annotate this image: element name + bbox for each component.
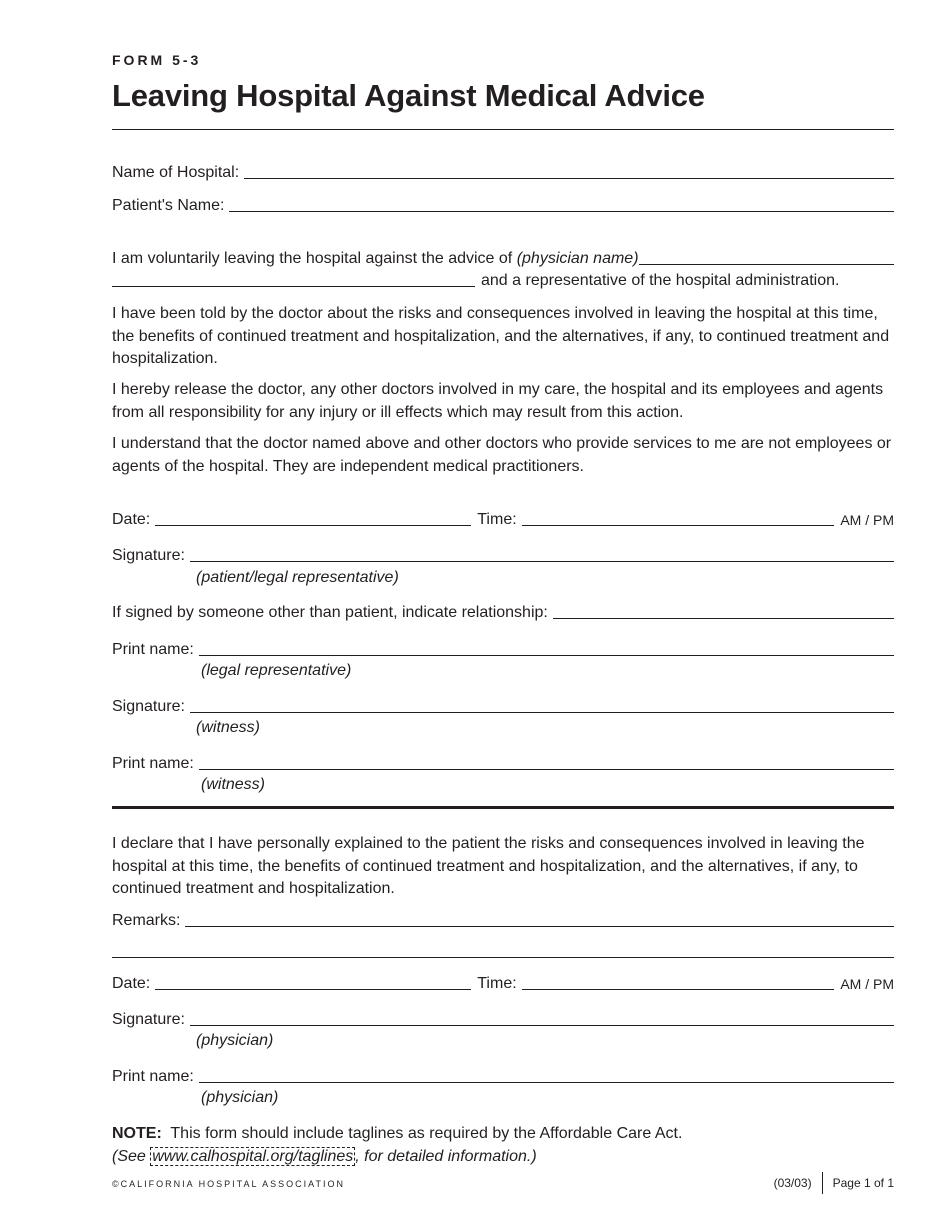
- physician-print-sublabel: (physician): [201, 1089, 279, 1106]
- footer-info: [774, 1172, 894, 1194]
- taglines-link[interactable]: www.calhospital.org/taglines: [152, 1148, 354, 1165]
- risks-paragraph: I have been told by the doctor about the risks and consequences involved in leaving the hospital at this time, the benefits of continued treatment and hospitalization, and the alternatives, if any, to continued treatment and hospitalization.: [112, 305, 890, 367]
- physician-signature-field[interactable]: [190, 1011, 894, 1026]
- patient-date-field[interactable]: [155, 511, 471, 526]
- relationship-label: If signed by someone other than patient, indicate relationship:: [112, 604, 548, 621]
- relationship-row: [112, 603, 894, 623]
- physician-print-label: Print name:: [112, 1068, 194, 1085]
- page-number: Page 1 of 1: [832, 1176, 894, 1190]
- physician-advice-row: [112, 249, 894, 269]
- witness-signature-label: Signature:: [112, 698, 185, 715]
- note-label: NOTE:: [112, 1125, 162, 1142]
- remarks-row: [112, 911, 894, 931]
- signature-sublabel: (patient/legal representative): [196, 569, 399, 586]
- patient-name-field[interactable]: [229, 197, 894, 212]
- hospital-name-field[interactable]: [244, 164, 894, 179]
- legal-rep-print-row: [112, 640, 894, 660]
- physician-signature-sublabel: (physician): [196, 1032, 274, 1049]
- remarks-field-line-2[interactable]: [112, 957, 894, 958]
- independent-paragraph: I understand that the doctor named above and other doctors who provide services to me are not employees or agents of the hospital. They are independent medical practitioners.: [112, 435, 892, 475]
- physician-time-field[interactable]: [522, 975, 835, 990]
- signature-label: Signature:: [112, 547, 185, 564]
- note-text: This form should include taglines as required by the Affordable Care Act.: [170, 1125, 683, 1142]
- physician-name-hint: (physician name): [516, 250, 639, 267]
- footer-divider: [822, 1172, 823, 1194]
- physician-name-field[interactable]: [639, 250, 894, 265]
- relationship-field[interactable]: [553, 604, 894, 619]
- physician-ampm-label: AM / PM: [840, 976, 894, 992]
- witness-print-sublabel: (witness): [201, 776, 266, 793]
- intro-text: I am voluntarily leaving the hospital against the advice of (physician name): [112, 250, 639, 267]
- note-see-line: (See www.calhospital.org/taglines , for detailed information.): [112, 1148, 537, 1165]
- hospital-name-label: Name of Hospital:: [112, 164, 240, 181]
- witness-print-field[interactable]: [199, 755, 894, 770]
- witness-signature-row: [112, 697, 894, 717]
- physician-declaration: I declare that I have personally explained to the patient the risks and consequences involved in leaving the hospital at this time, the benefits of continued treatment and hospitalization, and the alternatives, if any, to continued treatment and hospitalization.: [112, 835, 865, 897]
- physician-signature-label: Signature:: [112, 1011, 185, 1028]
- hospital-name-row: [112, 163, 894, 183]
- physician-date-label: Date:: [112, 975, 151, 992]
- witness-print-row: [112, 754, 894, 774]
- administration-text: and a representative of the hospital administration.: [481, 272, 840, 289]
- remarks-label: Remarks:: [112, 912, 181, 929]
- witness-print-label: Print name:: [112, 755, 194, 772]
- patient-signature-row: [112, 546, 894, 566]
- section-divider: [112, 806, 894, 809]
- page-title: Leaving Hospital Against Medical Advice: [112, 78, 705, 113]
- physician-print-row: [112, 1067, 894, 1087]
- legal-rep-print-field[interactable]: [199, 641, 894, 656]
- witness-signature-field[interactable]: [190, 698, 894, 713]
- copyright: ©CALIFORNIA HOSPITAL ASSOCIATION: [112, 1179, 346, 1189]
- form-number: FORM 5-3: [112, 52, 202, 68]
- physician-signature-row: [112, 1010, 894, 1030]
- physician-date-field[interactable]: [155, 975, 471, 990]
- patient-name-row: [112, 196, 894, 216]
- physician-date-time-row: [112, 974, 894, 994]
- administration-rep-field[interactable]: [112, 272, 475, 287]
- date-label: Date:: [112, 511, 151, 528]
- physician-time-label: Time:: [477, 975, 517, 992]
- revision-date: (03/03): [773, 1176, 812, 1190]
- time-label: Time:: [477, 511, 517, 528]
- release-paragraph: I hereby release the doctor, any other doctors involved in my care, the hospital and its employees and agents from all responsibility for any injury or ill effects which may result from this action.: [112, 381, 884, 421]
- patient-signature-field[interactable]: [190, 547, 894, 562]
- print-name-label: Print name:: [112, 641, 194, 658]
- legal-rep-sublabel: (legal representative): [201, 662, 352, 679]
- witness-signature-sublabel: (witness): [196, 719, 261, 736]
- ampm-label: AM / PM: [840, 512, 894, 528]
- patient-date-time-row: [112, 510, 894, 530]
- physician-print-field[interactable]: [199, 1068, 894, 1083]
- remarks-field[interactable]: [185, 912, 894, 927]
- title-divider: [112, 129, 894, 130]
- patient-time-field[interactable]: [522, 511, 835, 526]
- administration-row: [112, 271, 894, 291]
- patient-name-label: Patient's Name:: [112, 197, 225, 214]
- note-line: [112, 1123, 894, 1146]
